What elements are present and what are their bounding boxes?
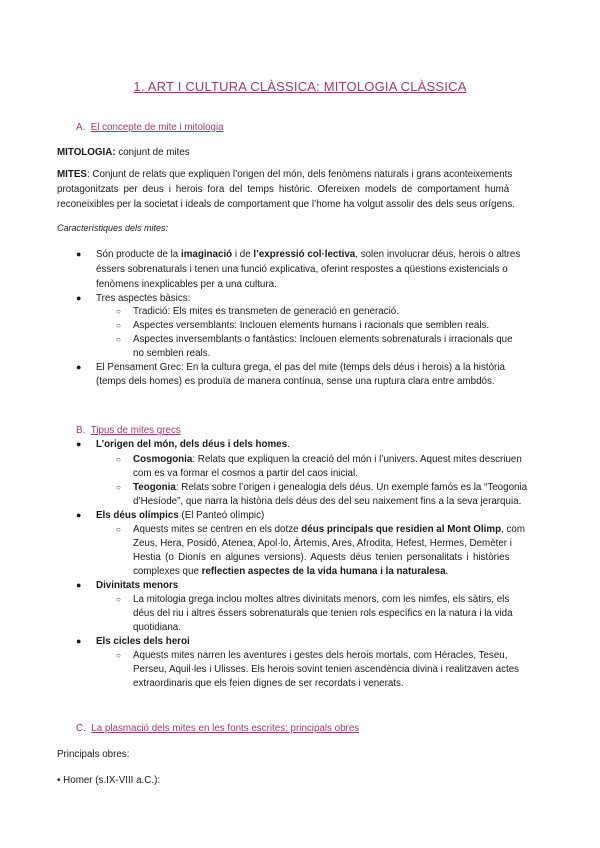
heroes-line3: extraordinaris que els feien dignes de ser recordats i venerats. <box>133 678 404 689</box>
char-bullet-1-line2: éssers sobrenaturals i tenen una funció explicativa, oferint respostes a qüestions existencials o <box>96 264 508 275</box>
mitologia-colon: : <box>112 147 116 158</box>
bullet-icon: ● <box>76 293 82 303</box>
bullet-icon: ● <box>76 636 82 646</box>
sub-bullet-icon: ○ <box>116 483 121 492</box>
section-b-heading <box>76 424 181 437</box>
bullet-icon: ● <box>76 580 82 590</box>
cosmogonia-line1: Cosmogonia: Relats que expliquen la creació del món i l’univers. Aquest mites descriuen <box>133 454 522 465</box>
mitologia-term: MITOLOGIA <box>57 147 113 158</box>
char-bullet-1-line3: fenòmens inexplicables per a una cultura. <box>96 279 277 290</box>
olympic-line3: Hestia (o Dionís en algunes versions). Aquests déus tenien personalitats i històries <box>133 552 510 563</box>
cosmogonia-line2: com es va formar el cosmos a partir del caos inicial. <box>133 468 358 479</box>
mites-definition-line1: MITES: Conjunt de relats que expliquen l’origen del món, dels fenòmens naturals i grans aconteixements <box>57 169 513 180</box>
bullet-icon: ● <box>76 249 82 259</box>
heroes-line2: Perseu, Aquil·les i Ulisses. Els herois sovint tenien ascendència divina i realitzaven actes <box>133 664 520 675</box>
page-title: 1. ART I CULTURA CLÀSSICA: MITOLOGIA CLÀSSICA <box>133 79 467 94</box>
small-bullet-icon: • <box>57 775 61 786</box>
type-item-heroes: Els cicles dels heroi <box>96 636 190 647</box>
teogonia-line1: Teogonia: Relats sobre l’origen i genealogia dels déus. Un exemple famós es la “Teogonia <box>133 482 528 493</box>
minor-line2: déus del riu i altres éssers sobrenaturals que tenien rols específics en la natura i la vida <box>133 608 513 619</box>
char-bullet-3-line2: (temps dels homes) es produïa de manera contínua, sense una ruptura clara entre ambdós. <box>96 376 495 387</box>
minor-line1: La mitologia grega inclou moltes altres divinitats menors, com les nimfes, els sàtirs, els <box>133 594 510 605</box>
minor-line3: quotidiana. <box>133 622 181 633</box>
bullet-icon: ● <box>76 510 82 520</box>
type-item-minor: Divinitats menors <box>96 580 179 591</box>
char-bullet-1-line1: Són producte de la imaginació i de l’expressió col·lectiva, solen involucrar déus, herois o altres <box>96 249 521 260</box>
mitologia-text: conjunt de mites <box>115 147 190 158</box>
olympic-line1: Aquests mites se centren en els dotze déus principals que residien al Mont Olimp, com <box>133 524 526 535</box>
bullet-icon: ● <box>76 439 82 449</box>
type-item-origin: L’origen del món, dels déus i dels homes. <box>96 439 290 450</box>
section-c-title: La plasmació dels mites en les fonts escrites: principals obres <box>91 723 360 734</box>
olympic-line2: Zeus, Hera, Posidó, Atenea, Apol·lo, Àrtemis, Ares, Afrodita, Hefest, Hermes, Demèter i <box>133 538 512 549</box>
section-b-letter: B. <box>76 425 86 436</box>
section-a-letter: A. <box>76 122 86 133</box>
section-a-title: El concepte de mite i mitologia <box>90 122 224 133</box>
mites-definition-line2: protagonitzats per deus i herois fora del temps històric. Ofereixen models de comportament humà <box>57 184 510 195</box>
olympic-line4: complexes que reflectien aspectes de la vida humana i la naturalesa. <box>133 566 449 577</box>
heroes-line1: Aquests mites narren les aventures i gestes dels herois mortals, com Hèracles, Teseu, <box>133 650 508 661</box>
section-c-heading <box>76 722 359 735</box>
teogonia-line2: d’Hesíode”, que narra la història dels déus des del seu naixement fins a la seva jerarquia. <box>133 496 522 507</box>
sub-bullet-icon: ○ <box>116 455 121 464</box>
type-item-olympic: Els déus olímpics (El Panteó olímpic) <box>96 510 265 521</box>
char-sub-1: Tradició: Els mites es transmeten de generació en generació. <box>133 306 399 317</box>
section-a-heading <box>76 121 224 134</box>
characteristics-heading: Característiques dels mites: <box>57 223 169 233</box>
sub-bullet-icon: ○ <box>116 595 121 604</box>
sub-bullet-icon: ○ <box>116 525 121 534</box>
sub-bullet-icon: ○ <box>116 651 121 660</box>
bullet-icon: ● <box>76 362 82 372</box>
mites-term: MITES <box>57 169 87 180</box>
sub-bullet-icon: ○ <box>116 321 121 330</box>
char-bullet-2: Tres aspectes bàsics: <box>96 293 191 304</box>
char-sub-3-line1: Aspectes inversemblants o fantàstics: Inclouen elements sobrenaturals i irracionals que <box>133 334 513 345</box>
sub-bullet-icon: ○ <box>116 307 121 316</box>
mites-definition-line3: reconeixibles per la societat i ideals de comportament que l’home ha volgut assolir des dels seus orígens. <box>57 199 515 210</box>
sub-bullet-icon: ○ <box>116 335 121 344</box>
section-b-title: Tipus de mites grecs <box>90 425 181 436</box>
char-sub-2: Aspectes versemblants: Inclouen elements humans i racionals que semblen reals. <box>133 320 490 331</box>
char-bullet-3-line1: El Pensament Grec: En la cultura grega, el pas del mite (temps dels déus i herois) a la història <box>96 362 505 373</box>
principal-works-label: Principals obres: <box>57 749 130 760</box>
homer-item: • Homer (s.IX-VIII a.C.): <box>57 775 161 786</box>
char-sub-3-line2: no semblen reals. <box>133 348 211 359</box>
mitologia-definition <box>57 146 190 159</box>
section-c-letter: C. <box>76 723 86 734</box>
